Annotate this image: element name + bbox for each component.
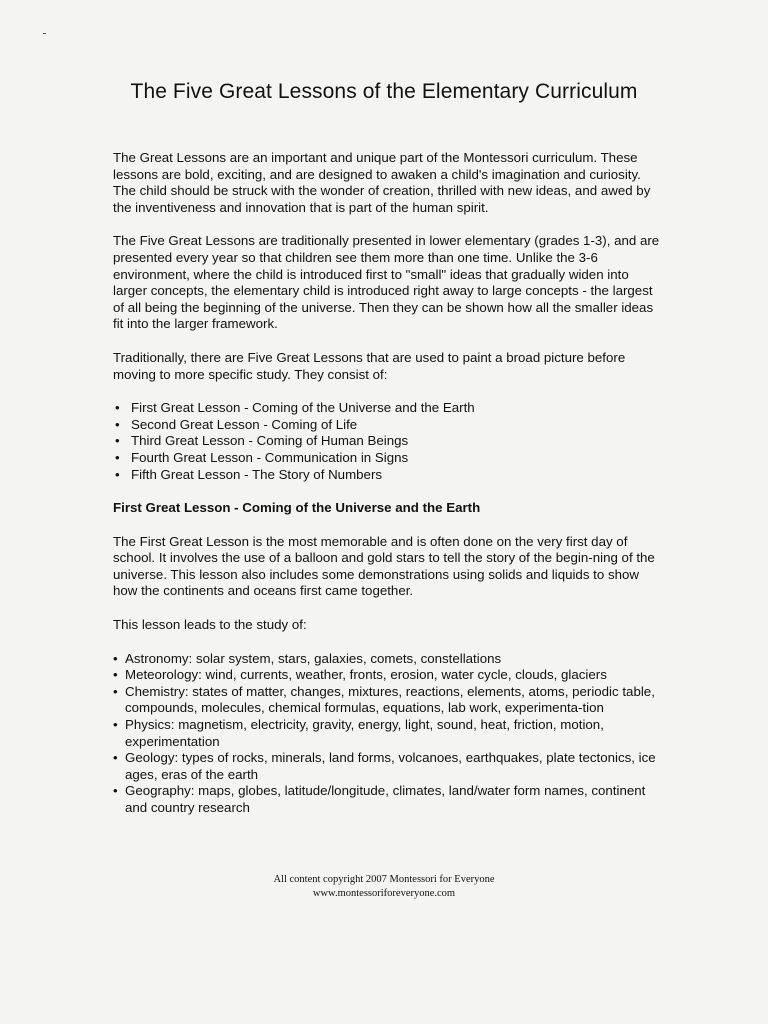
list-item: [113, 750, 661, 783]
lesson-label: First Great Lesson - Coming of the Universe and the Earth: [131, 400, 475, 416]
bullet-icon: •: [113, 683, 118, 699]
study-topic: Geology: types of rocks, minerals, land forms, volcanoes, earthquakes, plate tectonics, ice ages, eras of the earth: [125, 750, 656, 782]
great-lessons-list: [113, 400, 661, 483]
list-item: [113, 783, 661, 816]
website-url: www.montessoriforeveryone.com: [312, 888, 456, 899]
lesson-label: Third Great Lesson - Coming of Human Beings: [131, 433, 409, 449]
bullet-icon: •: [115, 433, 120, 449]
list-item: [113, 717, 661, 750]
page-footer: [0, 873, 768, 901]
list-item: [113, 400, 661, 417]
lesson-label: Fourth Great Lesson - Communication in Signs: [131, 449, 409, 465]
bullet-icon: •: [115, 400, 120, 416]
scan-speck: [43, 33, 46, 34]
study-topic: Physics: magnetism, electricity, gravity, energy, light, sound, heat, friction, motion, experimentation: [125, 717, 604, 749]
list-item: [113, 684, 661, 717]
list-item: [113, 651, 661, 668]
list-item: [113, 450, 661, 467]
lesson-label: Fifth Great Lesson - The Story of Numbers: [131, 466, 383, 482]
intro-paragraph-2: The Five Great Lessons are traditionally presented in lower elementary (grades 1-3), and are presented every year so that children see them more than one time. Unlike the 3-6 environment, where the child is introduced first to "small" ideas that gradually widen into larger concepts, the elementary child is introduced right away to large concepts - the largest of all being the beginning of the universe. Then they can be shown how all the smaller ideas fit into the larger framework.: [113, 233, 660, 332]
intro-paragraph-1: The Great Lessons are an important and unique part of the Montessori curriculum. These lessons are bold, exciting, and are designed to awaken a child's imagination and curiosity. The child should be struck with the wonder of creation, thrilled with new ideas, and awed by the inventiveness and innovation that is part of the human spirit.: [113, 150, 651, 215]
list-item: [113, 433, 661, 450]
bullet-icon: •: [115, 416, 120, 432]
leads-to-text: This lesson leads to the study of:: [113, 617, 307, 633]
study-topic: Geography: maps, globes, latitude/longitude, climates, land/water form names, continent and country research: [125, 783, 646, 815]
page-title: The Five Great Lessons of the Elementary Curriculum: [130, 80, 638, 103]
study-topic: Chemistry: states of matter, changes, mixtures, reactions, elements, atoms, periodic table, compounds, molecules, chemical formulas, equations, lab work, experimenta-tion: [125, 683, 655, 716]
section-paragraph: The First Great Lesson is the most memorable and is often done on the very first day of school. It involves the use of a balloon and gold stars to tell the story of the begin-ning of the universe. This lesson also includes some demonstrations using solids and liquids to show how the continents and oceans first came together.: [113, 533, 655, 599]
bullet-icon: •: [115, 466, 120, 482]
bullet-icon: •: [113, 750, 118, 766]
copyright-notice: All content copyright 2007 Montessori for Everyone: [273, 874, 495, 885]
bullet-icon: •: [113, 783, 118, 799]
bullet-icon: •: [113, 667, 118, 683]
study-topic: Astronomy: solar system, stars, galaxies, comets, constellations: [125, 650, 502, 666]
bullet-icon: •: [113, 650, 118, 666]
section-heading: First Great Lesson - Coming of the Universe and the Earth: [113, 500, 481, 516]
bullet-icon: •: [113, 717, 118, 733]
study-topic: Meteorology: wind, currents, weather, fronts, erosion, water cycle, clouds, glaciers: [125, 667, 607, 683]
list-item: [113, 467, 661, 484]
list-item: [113, 417, 661, 434]
study-topics-list: [113, 651, 661, 817]
document-body: [113, 150, 661, 834]
lesson-label: Second Great Lesson - Coming of Life: [131, 416, 358, 432]
intro-paragraph-3: Traditionally, there are Five Great Lessons that are used to paint a broad picture before moving to more specific study. They consist of:: [113, 349, 626, 382]
list-item: [113, 667, 661, 684]
bullet-icon: •: [115, 449, 120, 465]
